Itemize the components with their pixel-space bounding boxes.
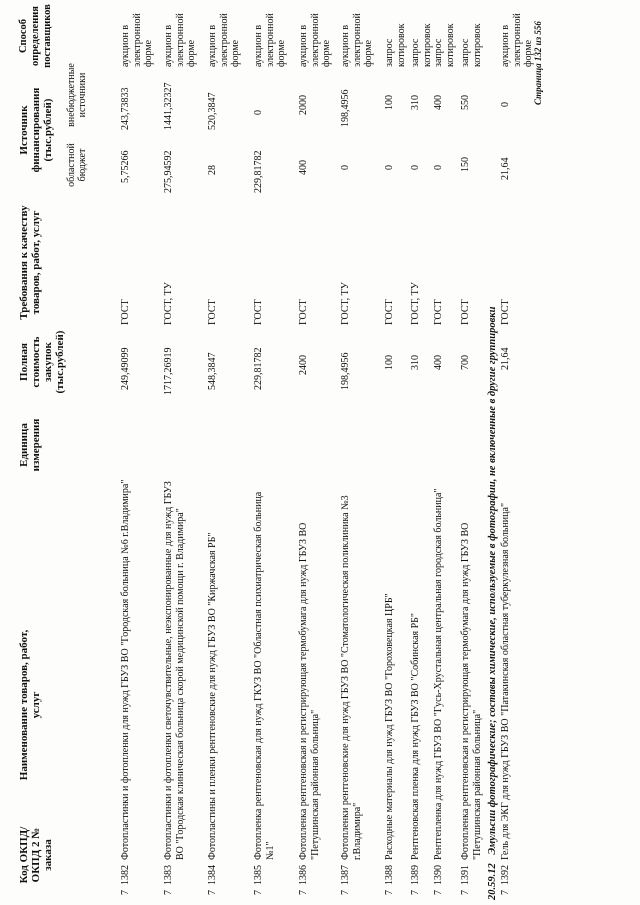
header-financing-offbudget: внебюджетные источники (66, 63, 88, 127)
header-financing: Источник финансирования (тыс.рублей) (18, 87, 54, 173)
header-code: Код ОКПД/ ОКПД 2 № заказа (18, 826, 54, 884)
row-code: 7 (120, 890, 131, 895)
row-method: аукцион в электронной форме (207, 13, 241, 67)
row-total: 21,64 (500, 347, 511, 370)
row-requirements: ГОСТ (298, 299, 309, 325)
row-number: 1383 (163, 865, 174, 885)
row-code: 7 (340, 890, 351, 895)
row-offbudget: 0 (500, 102, 511, 107)
row-name: Фотопластинки и фотопленки светочувствительные, неэкспонированные для нужд ГБУЗ ВО "Городская клиническая больница скорой медицинской помощи г. Владимира" (163, 481, 186, 860)
row-regional: 0 (410, 165, 421, 170)
row-number: 1391 (460, 865, 471, 885)
row-name: Гель для ЭКГ для нужд ГБУЗ ВО "Патакинская областная туберкулезная больница" (500, 502, 511, 860)
row-offbudget: 310 (410, 95, 421, 110)
row-code: 7 (253, 890, 264, 895)
row-offbudget: 2000 (298, 95, 309, 115)
row-total: 548,3847 (207, 352, 218, 390)
row-total: 310 (410, 355, 421, 370)
row-regional: 0 (340, 165, 351, 170)
header-unit: Единица измерения (18, 418, 42, 472)
row-name: Фотопластины и пленки рентгеновские для нужд ГБУЗ ВО "Киржачская РБ" (207, 532, 218, 860)
row-name: Фотопленка рентгеновская и регистрирующая термобумага для нужд ГБУЗ ВО "Петушинская районная больница" (460, 522, 483, 860)
row-method: запрос котировок (410, 23, 433, 67)
row-number: 1390 (433, 865, 444, 885)
row-total: 229,81782 (253, 347, 264, 390)
row-name: Расходные материалы для нужд ГБУЗ ВО "Гороховецкая ЦРБ" (384, 593, 395, 860)
row-regional: 400 (298, 160, 309, 175)
row-name: Рентгепленка для нужд ГБУЗ ВО "Гусь-Хрустальная центральная городская больница" (433, 488, 444, 860)
group-title: Эмульсии фотографические; составы химические, используемые в фотографии, не включенные в другие группировки (487, 306, 498, 855)
row-total: 1717,26919 (163, 347, 174, 395)
row-code: 7 (384, 890, 395, 895)
row-method: аукцион в электронной форме (340, 13, 374, 67)
row-code: 7 (410, 890, 421, 895)
row-requirements: ГОСТ, ТУ (163, 282, 174, 325)
group-code: 20.59.12 (487, 863, 498, 900)
row-code: 7 (163, 890, 174, 895)
row-requirements: ГОСТ (384, 299, 395, 325)
row-number: 1384 (207, 865, 218, 885)
row-offbudget: 550 (460, 95, 471, 110)
header-name: Наименование товаров, работ, услуг (18, 629, 42, 781)
row-number: 1388 (384, 865, 395, 885)
row-total: 198,4956 (340, 352, 351, 390)
row-regional: 0 (384, 165, 395, 170)
row-regional: 28 (207, 165, 218, 175)
row-offbudget: 400 (433, 95, 444, 110)
row-offbudget: 520,3847 (207, 92, 218, 130)
row-code: 7 (433, 890, 444, 895)
row-number: 1386 (298, 865, 309, 885)
row-requirements: ГОСТ, ТУ (340, 282, 351, 325)
row-code: 7 (500, 890, 511, 895)
row-method: аукцион в электронной форме (163, 13, 197, 67)
row-total: 700 (460, 355, 471, 370)
row-method: аукцион в электронной форме (500, 13, 534, 67)
row-offbudget: 0 (253, 110, 264, 115)
row-method: аукцион в электронной форме (298, 13, 332, 67)
row-name: Рентгеновская пленка для нужд ГБУЗ ВО "Собинская РБ" (410, 612, 421, 860)
row-code: 7 (460, 890, 471, 895)
row-regional: 5,75266 (120, 150, 131, 183)
row-total: 100 (384, 355, 395, 370)
row-requirements: ГОСТ (460, 299, 471, 325)
row-regional: 150 (460, 157, 471, 172)
row-code: 7 (298, 890, 309, 895)
header-requirements: Требования к качеству товаров, работ, услуг (18, 205, 42, 320)
row-requirements: ГОСТ (120, 299, 131, 325)
row-name: Фотопленки рентгеновские для нужд ГБУЗ ВО "Стоматологическая поликлиника №3 г.Владимира" (340, 495, 363, 860)
page-number: Страница 132 из 556 (533, 21, 543, 105)
row-name: Фотопленка рентгеновская и регистрирующая термобумага для нужд ГБУЗ ВО "Петушинская районная больница" (298, 522, 321, 860)
row-number: 1382 (120, 865, 131, 885)
row-name: Фотопластинки и фотопленки для нужд ГБУЗ ВО "Городская больница №6 г.Владимира" (120, 479, 131, 860)
row-regional: 21,64 (500, 157, 511, 180)
row-offbudget: 198,4956 (340, 89, 351, 127)
group-heading (487, 180, 499, 900)
row-requirements: ГОСТ (207, 299, 218, 325)
row-requirements: ГОСТ (500, 299, 511, 325)
row-regional: 275,94592 (163, 150, 174, 193)
row-number: 1389 (410, 865, 421, 885)
row-method: запрос котировок (433, 23, 456, 67)
header-method: Способ определения поставщиков (18, 4, 53, 68)
row-requirements: ГОСТ, ТУ (410, 282, 421, 325)
row-requirements: ГОСТ (253, 299, 264, 325)
row-method: аукцион в электронной форме (253, 13, 287, 67)
row-number: 1387 (340, 865, 351, 885)
header-financing-regional: областной бюджет (66, 143, 88, 187)
row-offbudget: 1441,32327 (163, 82, 174, 130)
row-total: 400 (433, 355, 444, 370)
row-method: запрос котировок (460, 23, 483, 67)
row-total: 2400 (298, 355, 309, 375)
row-name: Фотопленка рентгеновская для нужд ГКУЗ ВО "Областная психиатрическая больница №1" (253, 491, 276, 860)
row-requirements: ГОСТ (433, 299, 444, 325)
row-method: аукцион в электронной форме (120, 13, 154, 67)
row-regional: 229,81782 (253, 150, 264, 193)
row-number: 1385 (253, 865, 264, 885)
row-offbudget: 243,73833 (120, 87, 131, 130)
row-number: 1392 (500, 865, 511, 885)
row-regional: 0 (433, 165, 444, 170)
header-total: Полная стоимость закупок (тыс.рублей) (18, 330, 66, 394)
row-offbudget: 100 (384, 95, 395, 110)
row-code: 7 (207, 890, 218, 895)
row-total: 249,49099 (120, 347, 131, 390)
row-method: запрос котировок (384, 23, 407, 67)
